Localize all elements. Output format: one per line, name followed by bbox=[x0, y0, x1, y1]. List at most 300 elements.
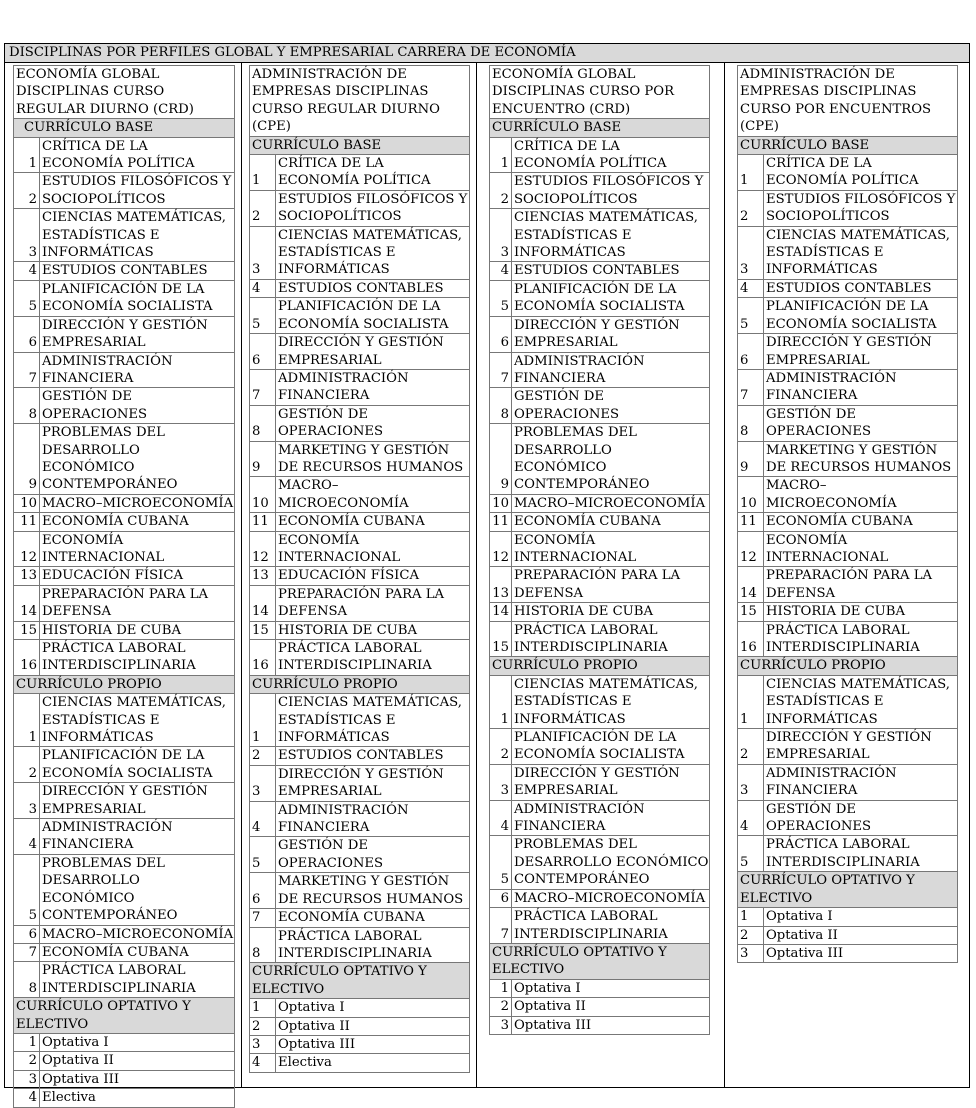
row-number: 3 bbox=[490, 209, 512, 261]
discipline-name bbox=[512, 998, 709, 1015]
section-header bbox=[738, 871, 957, 907]
discipline-line: GESTIÓN DE bbox=[514, 389, 604, 405]
section-header bbox=[738, 656, 957, 674]
discipline-line: SOCIOPOLÍTICOS bbox=[42, 191, 166, 207]
discipline-line: ESTADÍSTICAS E bbox=[42, 712, 160, 728]
discipline-name bbox=[276, 1054, 469, 1071]
discipline-line: MACRO–MICROECONOMÍA bbox=[278, 478, 409, 511]
column-inner-table bbox=[737, 65, 958, 963]
table-row bbox=[250, 998, 469, 1016]
discipline-name bbox=[512, 676, 709, 728]
discipline-line: Optativa II bbox=[766, 927, 838, 943]
discipline-line: CIENCIAS MATEMÁTICAS, bbox=[278, 227, 462, 243]
discipline-line: Optativa III bbox=[278, 1036, 356, 1052]
table-row bbox=[490, 835, 709, 888]
section-header bbox=[14, 675, 234, 693]
discipline-line: DIRECCIÓN Y GESTIÓN bbox=[278, 766, 444, 782]
discipline-line: FINANCIERA bbox=[766, 783, 858, 799]
discipline-line: Optativa III bbox=[514, 1017, 592, 1033]
discipline-line: ADMINISTRACIÓN bbox=[278, 802, 409, 818]
discipline-line: INFORMÁTICAS bbox=[42, 245, 154, 261]
row-number: 15 bbox=[490, 622, 512, 657]
discipline-line: PRÁCTICA LABORAL bbox=[766, 622, 910, 638]
discipline-line: ECONOMÍA CUBANA bbox=[278, 514, 425, 530]
row-number: 11 bbox=[14, 513, 40, 530]
row-number: 1 bbox=[14, 138, 40, 173]
column-header bbox=[490, 66, 709, 118]
discipline-line: DIRECCIÓN Y GESTIÓN bbox=[42, 784, 208, 800]
discipline-line: ECONOMÍA SOCIALISTA bbox=[42, 299, 213, 315]
discipline-name bbox=[764, 801, 957, 836]
discipline-name bbox=[764, 334, 957, 369]
discipline-name bbox=[40, 281, 234, 316]
table-row bbox=[250, 476, 469, 512]
table-row bbox=[738, 800, 957, 836]
discipline-line: INTERNACIONAL bbox=[766, 549, 889, 565]
table-row bbox=[490, 621, 709, 657]
discipline-line: ECONOMÍA SOCIALISTA bbox=[514, 747, 685, 763]
row-number: 9 bbox=[250, 442, 276, 477]
table-row bbox=[738, 566, 957, 602]
table-row bbox=[490, 137, 709, 173]
row-number: 7 bbox=[250, 370, 276, 405]
discipline-line: CIENCIAS MATEMÁTICAS, bbox=[42, 695, 226, 711]
discipline-line: DIRECCIÓN Y GESTIÓN bbox=[766, 335, 932, 351]
discipline-line: CRÍTICA DE LA bbox=[514, 138, 620, 154]
discipline-line: INFORMÁTICAS bbox=[42, 730, 154, 746]
row-number: 1 bbox=[490, 676, 512, 728]
table-row bbox=[14, 818, 234, 854]
row-number: 3 bbox=[738, 945, 764, 962]
discipline-name bbox=[512, 890, 709, 907]
discipline-name bbox=[276, 909, 469, 926]
row-number: 13 bbox=[14, 567, 40, 584]
section-header bbox=[250, 962, 469, 998]
row-number: 3 bbox=[490, 1017, 512, 1034]
row-number: 4 bbox=[250, 1054, 276, 1071]
discipline-name bbox=[764, 676, 957, 728]
discipline-line: INTERDISCIPLINARIA bbox=[42, 980, 196, 996]
table-row bbox=[14, 512, 234, 530]
row-number: 14 bbox=[14, 586, 40, 621]
row-number: 5 bbox=[738, 298, 764, 333]
discipline-line: FINANCIERA bbox=[514, 819, 606, 835]
table-row bbox=[490, 261, 709, 279]
discipline-line: DE RECURSOS HUMANOS bbox=[278, 891, 464, 907]
discipline-line: EMPRESARIAL bbox=[766, 352, 870, 368]
table-row bbox=[490, 764, 709, 800]
section-title-line: CURRÍCULO PROPIO bbox=[16, 676, 162, 692]
table-row bbox=[250, 639, 469, 675]
discipline-line: PLANIFICACIÓN DE LA bbox=[278, 299, 441, 315]
discipline-line: FINANCIERA bbox=[278, 388, 370, 404]
discipline-line: ESTADÍSTICAS E bbox=[42, 227, 160, 243]
section-header bbox=[250, 136, 469, 154]
table-row bbox=[14, 137, 234, 173]
discipline-line: CIENCIAS MATEMÁTICAS, bbox=[278, 695, 462, 711]
row-number: 12 bbox=[490, 532, 512, 567]
table-row bbox=[738, 531, 957, 567]
column-header-line: ADMINISTRACIÓN DE bbox=[740, 67, 895, 82]
discipline-name bbox=[764, 945, 957, 962]
discipline-line: ESTADÍSTICAS E bbox=[278, 245, 396, 261]
discipline-line: ECONOMÍA bbox=[42, 532, 124, 548]
discipline-name bbox=[276, 586, 469, 621]
row-number: 7 bbox=[14, 944, 40, 961]
row-number: 7 bbox=[490, 353, 512, 388]
discipline-name bbox=[764, 532, 957, 567]
discipline-name bbox=[764, 622, 957, 657]
discipline-line: PLANIFICACIÓN DE LA bbox=[514, 281, 677, 297]
row-number: 2 bbox=[738, 191, 764, 226]
discipline-line: ECONOMÍA SOCIALISTA bbox=[766, 316, 937, 332]
row-number: 7 bbox=[14, 353, 40, 388]
row-number: 3 bbox=[14, 1071, 40, 1088]
row-number: 5 bbox=[14, 855, 40, 925]
table-row bbox=[738, 512, 957, 530]
table-row bbox=[490, 494, 709, 512]
discipline-line: DEFENSA bbox=[514, 585, 584, 601]
section-title-line: ELECTIVO bbox=[740, 890, 813, 906]
row-number: 16 bbox=[250, 640, 276, 675]
row-number: 15 bbox=[250, 622, 276, 639]
table-row bbox=[250, 369, 469, 405]
row-number: 12 bbox=[14, 532, 40, 567]
discipline-line: GESTIÓN DE bbox=[278, 838, 368, 854]
discipline-name bbox=[512, 836, 709, 888]
discipline-line: CIENCIAS MATEMÁTICAS, bbox=[766, 676, 950, 692]
section-title-line: CURRÍCULO OPTATIVO Y bbox=[492, 944, 667, 960]
discipline-name bbox=[764, 442, 957, 477]
table-row bbox=[250, 333, 469, 369]
discipline-name bbox=[40, 424, 234, 494]
table-row bbox=[250, 441, 469, 477]
row-number: 11 bbox=[490, 513, 512, 530]
discipline-name bbox=[276, 837, 469, 872]
table-row bbox=[738, 369, 957, 405]
discipline-line: PRÁCTICA LABORAL bbox=[514, 909, 658, 925]
row-number: 2 bbox=[490, 173, 512, 208]
discipline-line: CONTEMPORÁNEO bbox=[42, 908, 178, 924]
discipline-line: ECONÓMICO bbox=[42, 459, 135, 475]
discipline-name bbox=[40, 495, 234, 512]
row-number: 6 bbox=[490, 317, 512, 352]
row-number: 2 bbox=[250, 747, 276, 764]
table-row bbox=[490, 1016, 709, 1035]
row-number: 1 bbox=[490, 980, 512, 997]
disciplines-table bbox=[4, 43, 970, 1106]
discipline-line: ESTUDIOS CONTABLES bbox=[514, 263, 680, 279]
row-number: 10 bbox=[490, 495, 512, 512]
discipline-line: DESARROLLO ECONÓMICO bbox=[514, 854, 709, 870]
table-row bbox=[14, 746, 234, 782]
column-header-line: ECONOMÍA GLOBAL bbox=[16, 67, 160, 82]
row-number: 15 bbox=[738, 603, 764, 620]
discipline-line: CRÍTICA DE LA bbox=[42, 138, 148, 154]
row-number: 6 bbox=[14, 317, 40, 352]
row-number: 8 bbox=[14, 962, 40, 997]
discipline-line: DIRECCIÓN Y GESTIÓN bbox=[514, 765, 680, 781]
table-row bbox=[14, 925, 234, 943]
row-number: 4 bbox=[14, 1089, 40, 1106]
discipline-line: PRÁCTICA LABORAL bbox=[42, 963, 186, 979]
discipline-name bbox=[276, 873, 469, 908]
discipline-line: SOCIOPOLÍTICOS bbox=[514, 191, 638, 207]
column-header-line: (CPE) bbox=[252, 119, 291, 135]
discipline-line: ECONOMÍA POLÍTICA bbox=[42, 156, 195, 172]
discipline-name bbox=[276, 513, 469, 530]
discipline-line: ECONOMÍA CUBANA bbox=[766, 514, 913, 530]
table-row bbox=[490, 531, 709, 567]
discipline-line: PLANIFICACIÓN DE LA bbox=[514, 730, 677, 746]
row-number: 4 bbox=[738, 801, 764, 836]
discipline-line: DIRECCIÓN Y GESTIÓN bbox=[514, 317, 680, 333]
row-number: 6 bbox=[14, 926, 40, 943]
section-title-line: CURRÍCULO PROPIO bbox=[492, 658, 638, 674]
discipline-line: OPERACIONES bbox=[514, 406, 620, 422]
discipline-line: INTERNACIONAL bbox=[42, 549, 165, 565]
discipline-name bbox=[764, 477, 957, 512]
discipline-line: GESTIÓN DE bbox=[766, 801, 856, 817]
discipline-line: DE RECURSOS HUMANOS bbox=[278, 459, 464, 475]
row-number: 5 bbox=[250, 298, 276, 333]
table-row bbox=[250, 226, 469, 279]
discipline-line: CIENCIAS MATEMÁTICAS, bbox=[514, 210, 698, 226]
row-number: 10 bbox=[738, 477, 764, 512]
table-row bbox=[250, 279, 469, 297]
discipline-line: PRÁCTICA LABORAL bbox=[278, 641, 422, 656]
table-row bbox=[14, 639, 234, 675]
discipline-line: MACRO–MICROECONOMÍA bbox=[42, 495, 234, 511]
discipline-line: DESARROLLO bbox=[42, 873, 140, 889]
row-number: 1 bbox=[250, 694, 276, 746]
row-number: 1 bbox=[738, 908, 764, 925]
table-row bbox=[14, 1070, 234, 1088]
discipline-line: ADMINISTRACIÓN bbox=[278, 370, 409, 386]
column-administracion-cpe-diurno bbox=[241, 63, 477, 1087]
table-row bbox=[738, 279, 957, 297]
column-economia-global-encuentro bbox=[476, 63, 725, 1087]
discipline-line: FINANCIERA bbox=[42, 370, 134, 386]
table-row bbox=[250, 190, 469, 226]
discipline-line: ADMINISTRACIÓN bbox=[514, 801, 645, 817]
discipline-name bbox=[764, 836, 957, 871]
discipline-name bbox=[764, 370, 957, 405]
discipline-line: INFORMÁTICAS bbox=[514, 711, 626, 727]
discipline-line: PREPARACIÓN PARA LA bbox=[514, 568, 681, 584]
discipline-line: PRÁCTICA LABORAL bbox=[514, 622, 658, 638]
discipline-line: CRÍTICA DE LA bbox=[278, 156, 384, 172]
row-number: 11 bbox=[250, 513, 276, 530]
row-number: 1 bbox=[14, 1034, 40, 1051]
table-row bbox=[738, 764, 957, 800]
discipline-line: ADMINISTRACIÓN bbox=[42, 820, 173, 836]
discipline-line: ADMINISTRACIÓN bbox=[514, 353, 645, 369]
discipline-line: ECONOMÍA POLÍTICA bbox=[766, 173, 919, 189]
discipline-line: GESTIÓN DE bbox=[766, 406, 856, 422]
discipline-name bbox=[40, 1052, 234, 1069]
discipline-name bbox=[276, 802, 469, 837]
row-number: 10 bbox=[14, 495, 40, 512]
table-row bbox=[250, 566, 469, 584]
discipline-name bbox=[276, 370, 469, 405]
row-number: 9 bbox=[14, 424, 40, 494]
discipline-name bbox=[512, 495, 709, 512]
discipline-line: Optativa II bbox=[278, 1018, 350, 1034]
discipline-line: INTERDISCIPLINARIA bbox=[766, 854, 920, 870]
table-row bbox=[250, 1017, 469, 1035]
discipline-name bbox=[40, 926, 234, 943]
discipline-name bbox=[764, 406, 957, 441]
table-row bbox=[14, 494, 234, 512]
row-number: 3 bbox=[490, 765, 512, 800]
discipline-name bbox=[276, 928, 469, 963]
table-row bbox=[14, 943, 234, 961]
discipline-line: CRÍTICA DE LA bbox=[766, 156, 872, 172]
discipline-name bbox=[512, 765, 709, 800]
table-row bbox=[14, 621, 234, 639]
discipline-line: EDUCACIÓN FÍSICA bbox=[42, 568, 183, 584]
discipline-name bbox=[276, 1018, 469, 1035]
discipline-line: INTERDISCIPLINARIA bbox=[514, 640, 668, 655]
row-number: 14 bbox=[250, 586, 276, 621]
row-number: 15 bbox=[14, 622, 40, 639]
discipline-line: PRÁCTICA LABORAL bbox=[278, 928, 422, 944]
discipline-line: Optativa I bbox=[766, 909, 833, 925]
row-number: 5 bbox=[490, 836, 512, 888]
table-row bbox=[250, 908, 469, 926]
discipline-line: ADMINISTRACIÓN bbox=[766, 370, 897, 386]
column-header-line: REGULAR DIURNO (CRD) bbox=[16, 101, 194, 117]
discipline-line: EMPRESARIAL bbox=[514, 783, 618, 799]
discipline-line: Optativa I bbox=[42, 1034, 109, 1050]
row-number: 2 bbox=[250, 1018, 276, 1035]
discipline-line: PREPARACIÓN PARA LA bbox=[766, 568, 933, 584]
discipline-name bbox=[276, 334, 469, 369]
table-row bbox=[738, 476, 957, 512]
table-row bbox=[490, 387, 709, 423]
table-row bbox=[490, 172, 709, 208]
discipline-line: PLANIFICACIÓN DE LA bbox=[42, 281, 205, 297]
discipline-line: PROBLEMAS DEL bbox=[42, 425, 165, 441]
column-economia-global-crd bbox=[5, 63, 242, 1106]
section-title-line: CURRÍCULO BASE bbox=[24, 120, 154, 136]
discipline-line: ESTADÍSTICAS E bbox=[514, 694, 632, 710]
column-header-line: CURSO POR ENCUENTROS bbox=[740, 101, 932, 117]
row-number: 1 bbox=[14, 694, 40, 746]
table-row bbox=[250, 927, 469, 963]
row-number: 9 bbox=[490, 424, 512, 494]
row-number: 3 bbox=[14, 209, 40, 261]
discipline-name bbox=[764, 603, 957, 620]
table-row bbox=[738, 297, 957, 333]
discipline-line: DE RECURSOS HUMANOS bbox=[766, 459, 952, 475]
discipline-name bbox=[764, 908, 957, 925]
discipline-line: OPERACIONES bbox=[278, 424, 384, 440]
row-number: 7 bbox=[490, 908, 512, 943]
discipline-line: Optativa I bbox=[278, 1000, 345, 1016]
discipline-line: SOCIOPOLÍTICOS bbox=[766, 209, 890, 225]
discipline-line: HISTORIA DE CUBA bbox=[42, 622, 182, 638]
table-row bbox=[250, 154, 469, 190]
column-header-line: ENCUENTRO (CRD) bbox=[492, 101, 631, 117]
table-row bbox=[14, 280, 234, 316]
table-row bbox=[490, 566, 709, 602]
table-row bbox=[14, 961, 234, 997]
discipline-line: ECONOMÍA bbox=[514, 532, 596, 548]
table-row bbox=[14, 1033, 234, 1051]
discipline-line: MARKETING Y GESTIÓN bbox=[278, 874, 450, 890]
table-row bbox=[14, 423, 234, 494]
row-number: 8 bbox=[738, 406, 764, 441]
discipline-line: ESTUDIOS CONTABLES bbox=[42, 263, 208, 279]
column-inner-table bbox=[13, 65, 235, 1108]
table-row bbox=[490, 316, 709, 352]
discipline-line: ECONOMÍA POLÍTICA bbox=[514, 156, 667, 172]
discipline-name bbox=[764, 155, 957, 190]
discipline-line: EMPRESARIAL bbox=[766, 747, 870, 763]
discipline-line: INTERNACIONAL bbox=[278, 549, 401, 565]
column-inner-table bbox=[249, 65, 470, 1073]
section-header bbox=[490, 656, 709, 674]
discipline-name bbox=[40, 622, 234, 639]
discipline-line: ECONOMÍA SOCIALISTA bbox=[278, 316, 449, 332]
discipline-line: ESTADÍSTICAS E bbox=[766, 694, 884, 710]
discipline-line: FINANCIERA bbox=[42, 837, 134, 853]
table-row bbox=[738, 907, 957, 925]
discipline-name bbox=[512, 317, 709, 352]
table-row bbox=[14, 854, 234, 925]
table-row bbox=[250, 765, 469, 801]
discipline-line: DEFENSA bbox=[278, 604, 348, 620]
section-title-line: CURRÍCULO BASE bbox=[252, 137, 382, 153]
table-row bbox=[490, 728, 709, 764]
discipline-name bbox=[512, 424, 709, 494]
discipline-line: MACRO–MICROECONOMÍA bbox=[42, 926, 234, 942]
row-number: 6 bbox=[490, 890, 512, 907]
row-number: 1 bbox=[738, 676, 764, 728]
discipline-line: MARKETING Y GESTIÓN bbox=[766, 442, 938, 458]
table-row bbox=[250, 621, 469, 639]
table-row bbox=[250, 297, 469, 333]
discipline-name bbox=[40, 783, 234, 818]
row-number: 4 bbox=[490, 801, 512, 836]
discipline-line: INFORMÁTICAS bbox=[514, 245, 626, 261]
discipline-line: MACRO–MICROECONOMÍA bbox=[514, 890, 706, 906]
discipline-line: PRÁCTICA LABORAL bbox=[42, 641, 186, 656]
discipline-name bbox=[40, 388, 234, 423]
discipline-line: DEFENSA bbox=[766, 585, 836, 601]
row-number: 3 bbox=[250, 766, 276, 801]
section-header bbox=[490, 943, 709, 979]
discipline-line: CONTEMPORÁNEO bbox=[514, 477, 650, 493]
discipline-line: ESTUDIOS FILOSÓFICOS Y bbox=[42, 174, 232, 190]
table-row bbox=[14, 531, 234, 567]
discipline-line: ECONÓMICO bbox=[42, 890, 135, 906]
discipline-line: INFORMÁTICAS bbox=[278, 262, 390, 278]
discipline-line: Electiva bbox=[278, 1055, 332, 1071]
row-number: 7 bbox=[250, 909, 276, 926]
discipline-line: ESTUDIOS FILOSÓFICOS Y bbox=[278, 191, 468, 207]
discipline-name bbox=[276, 477, 469, 512]
discipline-line: ECONOMÍA CUBANA bbox=[278, 910, 425, 926]
table-row bbox=[738, 226, 957, 279]
discipline-name bbox=[512, 353, 709, 388]
discipline-line: INFORMÁTICAS bbox=[766, 262, 878, 278]
section-header bbox=[14, 118, 234, 136]
discipline-line: DIRECCIÓN Y GESTIÓN bbox=[278, 335, 444, 351]
discipline-line: ECONOMÍA CUBANA bbox=[42, 944, 189, 960]
